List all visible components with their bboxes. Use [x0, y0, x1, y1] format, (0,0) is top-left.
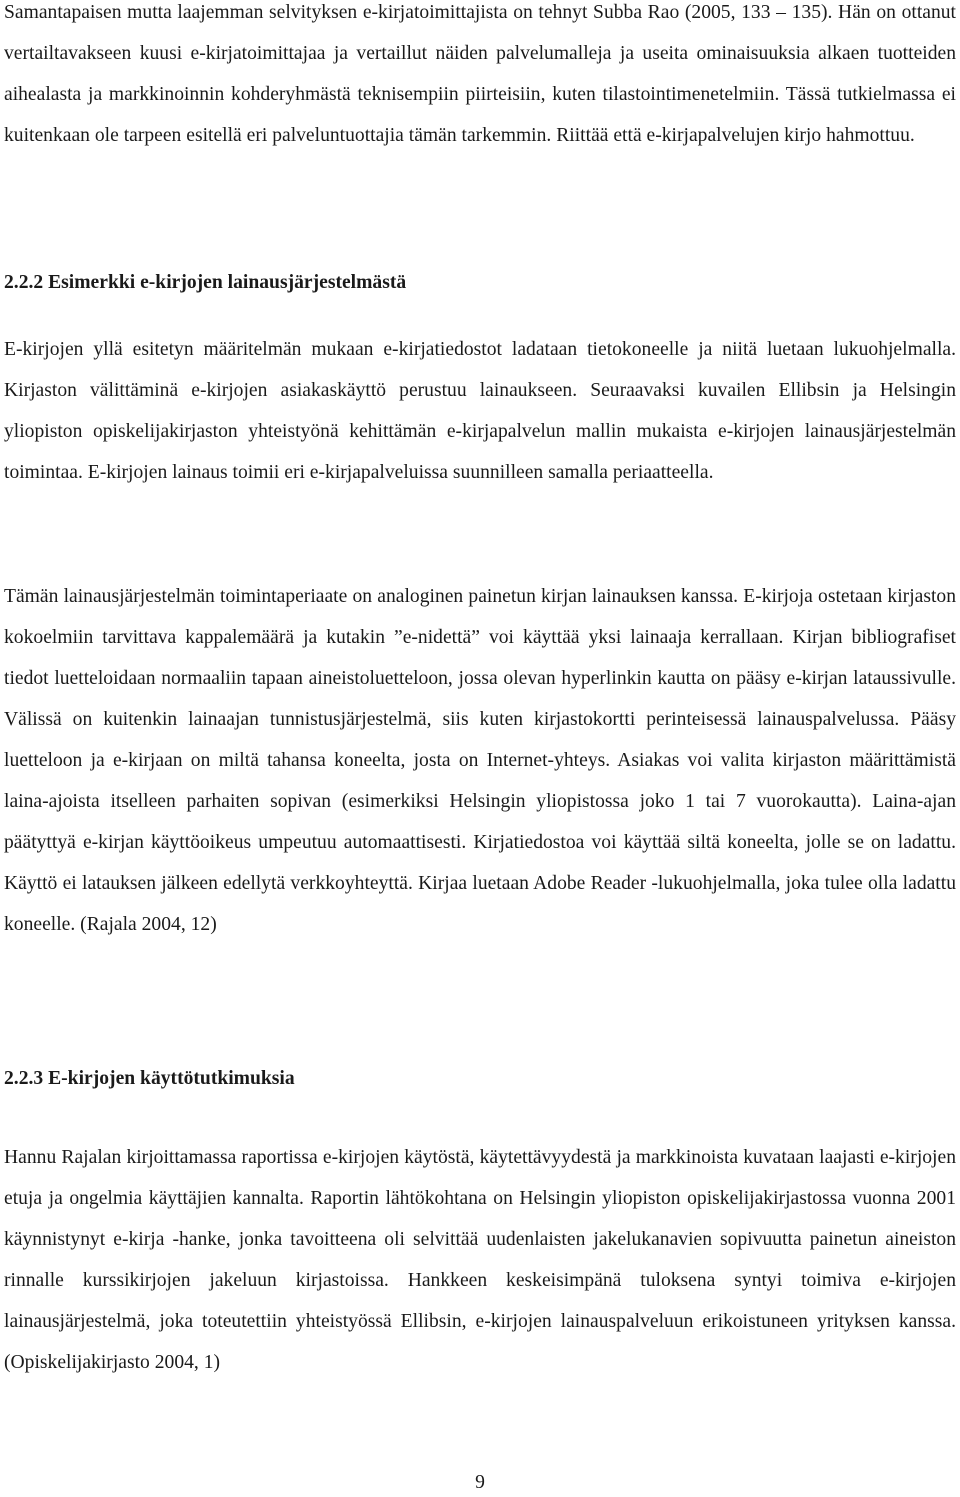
paragraph-intro: Samantapaisen mutta laajemman selvityksen e-kirjatoimittajista on tehnyt Subba Rao (2005, 133 – 135). Hän on ottanut vertailtavakseen kuusi e-kirjatoimittajaa ja vertaillut näiden palvelumalleja ja useita ominaisuuksia alkaen tuotteiden aihealasta ja markkinoinnin kohderyhmästä teknisempiin piirteisiin, kuten tilastointimenetelmiin. Tässä tutkielmassa ei kuitenkaan ole tarpeen esitellä eri palveluntuottajia tämän tarkemmin. Riittää että e-kirjapalvelujen kirjo hahmottuu. [4, 2, 956, 146]
paragraph-usage-studies: Hannu Rajalan kirjoittamassa raportissa e-kirjojen käytöstä, käytettävyydestä ja markkinoista kuvataan laajasti e-kirjojen etuja ja ongelmia käyttäjien kannalta. Raportin lähtökohtana on Helsingin yliopiston opiskelijakirjastossa vuonna 2001 käynnistynyt e-kirja -hanke, jonka tavoitteena oli selvittää uudenlaisten jakelukanavien sopivuutta painetun aineiston rinnalle kurssikirjojen jakeluun kirjastoissa. Hankkeen keskeisimpänä tuloksena syntyi toimiva e-kirjojen lainausjärjestelmä, joka toteutettiin yhteistyössä Ellibsin, e-kirjojen lainauspalveluun erikoistuneen yrityksen kanssa. (Opiskelijakirjasto 2004, 1) [4, 1147, 956, 1373]
paragraph-lending-system-1: E-kirjojen yllä esitetyn määritelmän mukaan e-kirjatiedostot ladataan tietokoneelle ja niitä luetaan lukuohjelmalla. Kirjaston välittäminä e-kirjojen asiakaskäyttö perustuu lainaukseen. Seuraavaksi kuvailen Ellibsin ja Helsingin yliopiston opiskelijakirjaston yhteistyönä kehittämän e-kirjapalvelun mallin mukaista e-kirjojen lainausjärjestelmän toimintaa. E-kirjojen lainaus toimii eri e-kirjapalveluissa suunnilleen samalla periaatteella. [4, 339, 956, 483]
section-heading-2-2-2: 2.2.2 Esimerkki e-kirjojen lainausjärjestelmästä [4, 272, 407, 293]
section-heading-2-2-3: 2.2.3 E-kirjojen käyttötutkimuksia [4, 1068, 295, 1089]
page-number: 9 [475, 1472, 485, 1493]
paragraph-lending-system-2: Tämän lainausjärjestelmän toimintaperiaate on analoginen painetun kirjan lainauksen kanssa. E-kirjoja ostetaan kirjaston kokoelmiin tarvittava kappalemäärä ja kutakin ”e-nidettä” voi käyttää yksi lainaaja kerrallaan. Kirjan bibliografiset tiedot luetteloidaan normaaliin tapaan aineistoluetteloon, jossa olevan hyperlinkin kautta on pääsy e-kirjan lataussivulle. Välissä on kuitenkin lainaajan tunnistusjärjestelmä, siis kuten kirjastokortti perinteisessä lainauspalvelussa. Pääsy luetteloon ja e-kirjaan on miltä tahansa koneelta, josta on Internet-yhteys. Asiakas voi valita kirjaston määrittämistä laina-ajoista itselleen parhaiten sopivan (esimerkiksi Helsingin yliopistossa joko 1 tai 7 vuorokautta). Laina-ajan päätyttyä e-kirjan käyttöoikeus umpeutuu automaattisesti. Kirjatiedostoa voi käyttää siltä koneelta, jolle se on ladattu. Käyttö ei latauksen jälkeen edellytä verkkoyhteyttä. Kirjaa luetaan Adobe Reader -lukuohjelmalla, joka tulee olla ladattu koneelle. (Rajala 2004, 12) [4, 586, 956, 935]
